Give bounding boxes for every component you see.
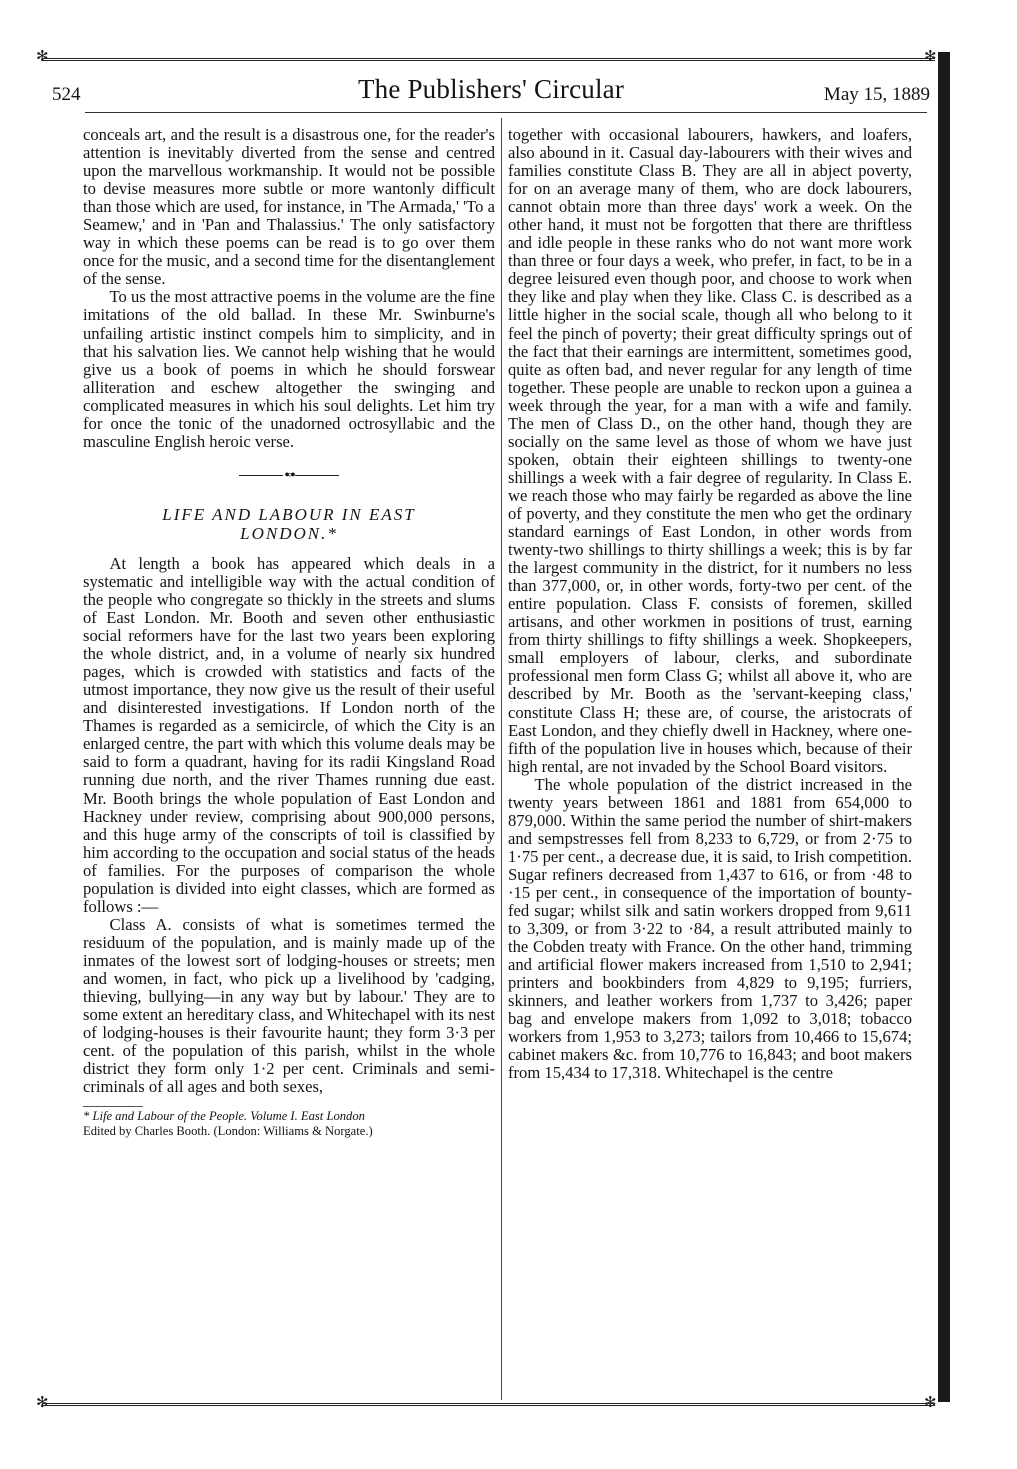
left-column xyxy=(83,126,495,1139)
paragraph: conceals art, and the result is a disastrous one, for the reader's attention is inevitably diverted from the sense and centred upon the marvellous workmanship. It would not be possible to devise measures more subtle or more wantonly difficult than those which are used, for instance, in 'The Armada,' 'To a Seamew,' and in 'Pan and Thalassius.' The only satisfactory way in which these poems can be read is to go over them once for the music, and a second time for the disentanglement of the sense. xyxy=(83,125,495,289)
paragraph: At length a book has appeared which deals in a systematic and intelligible way with the actual condition of the people who congregate so thickly in the streets and slums of East London. Mr. Booth and seven other enthusiastic social reformers have for the last two years been exploring the whole district, and, in a volume of nearly six hundred pages, which is crowded with statistics and facts of the utmost importance, they now give us the result of their useful and disinterested investigations. If London north of the Thames is regarded as a semicircle, of which the City is an enlarged centre, the part with which this volume deals may be said to form a quadrant, having for its radii Kingsland Road running due north, and the river Thames running due east. Mr. Booth brings the whole population of East London and Hackney under review, comprising about 900,000 persons, and this huge army of the conscripts of toil is classified by him according to the occupation and social status of the heads of families. For the purposes of comparison the whole population is divided into eight classes, which are formed as follows :— xyxy=(83,553,495,916)
footnote-publisher: Edited by Charles Booth. (London: Williams & Norgate.) xyxy=(83,1124,373,1139)
footnote-rule xyxy=(83,1106,143,1107)
separator-line xyxy=(295,475,339,476)
column-divider xyxy=(501,118,502,1400)
article-title-line: LIFE AND LABOUR IN EAST xyxy=(162,504,416,524)
binding-edge xyxy=(938,52,950,1402)
section-separator xyxy=(83,467,495,485)
corner-ornament-icon: ✻ xyxy=(924,1395,937,1411)
article-title-line: LONDON.* xyxy=(240,523,338,543)
publication-title: The Publishers' Circular xyxy=(357,74,625,104)
corner-ornament-icon: ✻ xyxy=(36,1395,49,1411)
paragraph: The whole population of the district increased in the twenty years between 1861 and 1881 from 654,000 to 879,000. Within the same period the number of shirt-makers and sempstresses fell from 8,233 to 6,729, or from 2·75 to 1·75 per cent., a decrease due, it is said, to Irish competition. Sugar refiners decreased from 1,437 to 616, or from ·48 to ·15 per cent., in consequence of the importation of bounty-fed sugar; whilst silk and satin workers dropped from 9,611 to 3,309, or from 3·22 to ·84, a result attributed mainly to the Cobden treaty with France. On the other hand, trimming and artificial flower makers increased from 1,510 to 2,941; printers and bookbinders from 4,829 to 9,195; furriers, skinners, and leather workers from 1,737 to 3,426; paper bag and envelope makers from 1,092 to 3,018; tobacco workers from 1,953 to 3,273; tailors from 10,466 to 15,674; cabinet makers &c. from 10,776 to 16,843; and boot makers from 15,434 to 17,318. Whitechapel is the centre xyxy=(508,774,912,1083)
page-number: 524 xyxy=(52,84,81,105)
article-title xyxy=(83,505,495,543)
separator-line xyxy=(239,475,283,476)
right-column xyxy=(508,126,912,1082)
issue-date: May 15, 1889 xyxy=(823,84,930,105)
top-border-rule xyxy=(42,58,935,61)
paragraph: together with occasional labourers, hawkers, and loafers, also abound in it. Casual day-labourers with their wives and families constitute Class B. They are all in abject poverty, for on an average many of them, who are dock labourers, cannot obtain more than three days' work a week. On the other hand, it must not be forgotten that there are thriftless and idle people in these ranks who do not want more work than three or four days a week, who prefer, in fact, to be in a degree leisured even though poor, and choose to work when they like and play when they like. Class C. is described as a little higher in the social scale, though all who belong to it feel the pinch of poverty; their great difficulty springs out of the fact that their earnings are intermittent, sometimes good, quite as often bad, and never regular for any length of time together. These people are unable to reckon upon a guinea a week through the year, for a man with a wife and family. The men of Class D., on the other hand, though they are socially on the same level as those of whom we have just spoken, obtain their eighteen shillings to twenty-one shillings a week with a fair degree of regularity. In Class E. we reach those who may fairly be regarded as above the line of poverty, and they constitute the men who get the ordinary standard earnings of East London, in other words from twenty-two shillings to thirty shillings a week; this is by far the largest community in the district, for it numbers no less than 377,000, or, in other words, forty-two per cent. of the entire population. Class F. consists of foremen, skilled artisans, and other workmen in positions of trust, earning from thirty shillings to fifty shillings a week. Shopkeepers, small employers of labour, clerks, and subordinate professional men form Class G; whilst all above it, who are described by Mr. Booth as the 'servant-keeping class,' constitute Class H; these are, of course, the aristocrats of East London, and they chiefly dwell in Hackney, where one-fifth of the population live in houses which, because of their high rental, are not invaded by the School Board visitors. xyxy=(508,125,912,776)
page-header xyxy=(52,74,930,108)
bottom-border-rule xyxy=(42,1403,935,1406)
paragraph: Class A. consists of what is sometimes termed the residuum of the population, and is mainly made up of the inmates of the lowest sort of lodging-houses or streets; men and women, in fact, who pick up a livelihood by 'cadging, thieving, bullying—in any way but by labour.' They are to some extent an hereditary class, and Whitechapel with its nest of lodging-houses is their favourite haunt; they form 3·3 per cent. of the population of this parish, whilst in the whole district they form only 1·2 per cent. Criminals and semi-criminals of all ages and both sexes, xyxy=(83,914,495,1097)
footnote-citation: * Life and Labour of the People. Volume I. East London xyxy=(83,1109,365,1124)
corner-ornament-icon: ✻ xyxy=(924,49,937,65)
separator-ornament-icon: •◦• xyxy=(284,467,294,483)
corner-ornament-icon: ✻ xyxy=(36,49,49,65)
header-rule xyxy=(85,112,927,113)
paragraph: To us the most attractive poems in the volume are the fine imitations of the old ballad. In these Mr. Swinburne's unfailing artistic instinct compels him to simplicity, and in that his salvation lies. We cannot help wishing that he would give us a book of poems in which he should forswear alliteration and eschew altogether the swinging and complicated measures in which his soul delights. Let him try for once the tonic of the unadorned octrosyllabic and the masculine English heroic verse. xyxy=(83,287,495,451)
footnote xyxy=(83,1109,495,1139)
